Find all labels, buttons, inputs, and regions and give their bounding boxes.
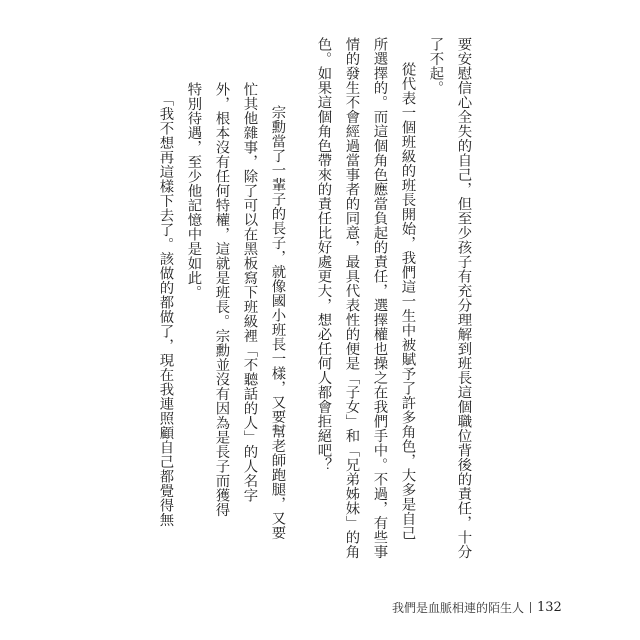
text-column-5: 情的發生不會經過當事者的同意，最具代表性的便是「子女」和「兄弟姊妹」的角 [343,37,360,559]
text-column-3: 從代表一個班級的班長開始，我們這一生中被賦予了許多角色，大多是自己 [399,62,416,541]
text-column-6: 色。如果這個角色帶來的責任比好處更大，想必任何人都會拒絕吧？ [315,37,332,472]
text-column-9: 外，根本沒有任何特權，這就是班長。宗勳並沒有因為是長子而獲得 [213,82,230,517]
text-column-11: 「我不想再這樣下去了。該做的都做了，現在我連照顧自己都覺得無 [157,92,174,527]
text-column-1: 要安慰信心全失的自己，但至少孩子有充分理解到班長這個職位背後的責任，十分 [455,37,472,559]
footer-divider [530,602,531,613]
text-column-4: 所選擇的。而這個角色應當負起的責任，選擇權也操之在我們手中。不過，有些事 [371,37,388,559]
text-column-2: 了不起。 [427,37,444,95]
book-title: 我們是血脈相連的陌生人 [392,601,525,615]
text-column-10: 特別待遇，至少他記憶中是如此。 [185,82,202,300]
page-number: 132 [537,600,562,615]
page-footer [392,599,562,616]
text-column-8: 忙其他雜事，除了可以在黑板寫下班級裡「不聽話的人」的人名字 [241,82,258,503]
text-column-7: 宗勳當了一輩子的長子，就像國小班長一樣，又要幫老師跑腿，又要 [269,105,286,540]
